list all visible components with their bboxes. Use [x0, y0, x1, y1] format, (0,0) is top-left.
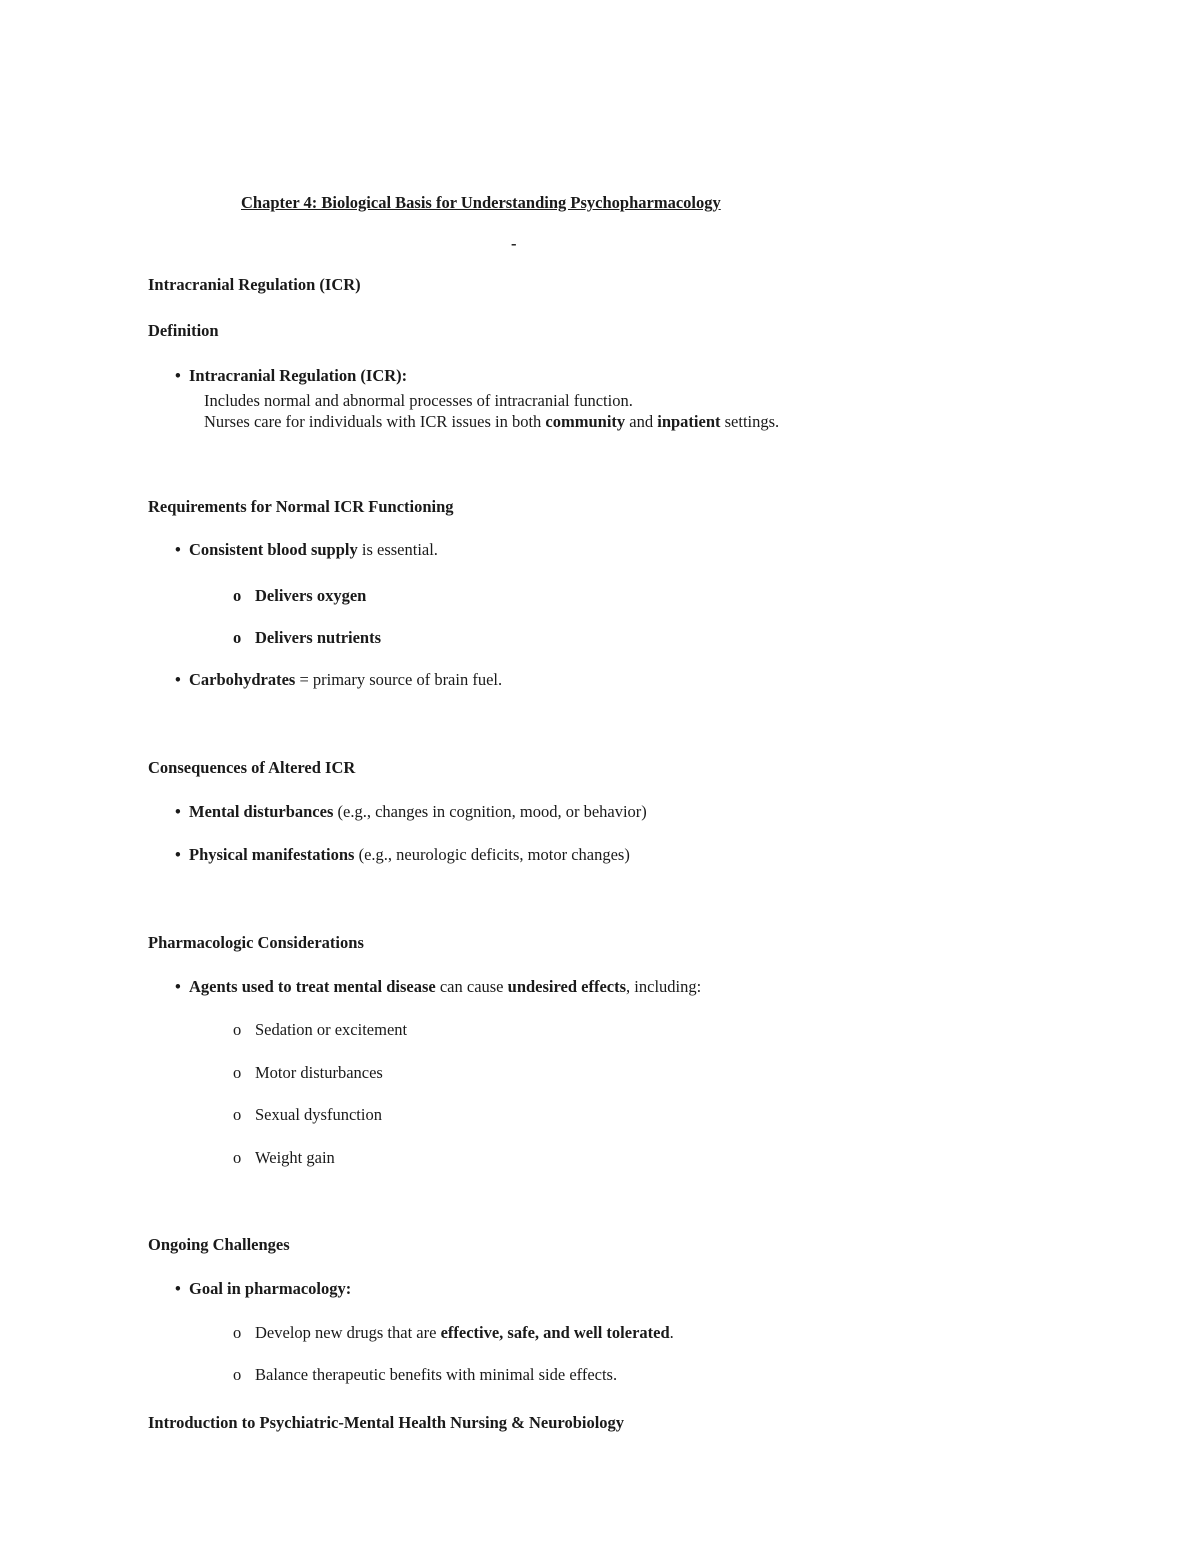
text-run: settings.: [720, 412, 780, 431]
text-run-bold: Physical manifestations: [189, 845, 355, 864]
bullet-glyph: •: [175, 366, 181, 385]
text-run: Weight gain: [255, 1148, 335, 1167]
bullet-glyph: •: [175, 1279, 181, 1298]
text-run-bold: Goal in pharmacology:: [189, 1279, 352, 1298]
text-run: is essential.: [357, 540, 438, 559]
sub-bullet-glyph: o: [233, 1323, 242, 1342]
definition-line-2: [204, 412, 779, 432]
sub-bullet-glyph: o: [233, 1105, 242, 1124]
section-heading-challenges: Ongoing Challenges: [148, 1235, 290, 1254]
sub-bullet-glyph: o: [233, 1148, 242, 1167]
list-item: [175, 366, 407, 386]
bullet-label: Intracranial Regulation (ICR):: [189, 366, 408, 385]
bullet-glyph: •: [175, 540, 181, 559]
sub-bullet-glyph: o: [233, 1365, 242, 1384]
list-item: [175, 540, 438, 560]
text-run: = primary source of brain fuel.: [295, 670, 503, 689]
text-run: Sedation or excitement: [255, 1020, 408, 1039]
text-run-bold: effective, safe, and well tolerated: [440, 1323, 670, 1342]
text-run: Nurses care for individuals with ICR issues in both: [204, 412, 546, 431]
text-run: Sexual dysfunction: [255, 1105, 382, 1124]
section-heading-icr: Intracranial Regulation (ICR): [148, 275, 361, 294]
bullet-glyph: •: [175, 977, 181, 996]
bullet-glyph: •: [175, 802, 181, 821]
text-run: (e.g., neurologic deficits, motor changes): [354, 845, 630, 864]
text-run: (e.g., changes in cognition, mood, or behavior): [333, 802, 647, 821]
text-run-bold: Delivers nutrients: [255, 628, 382, 647]
sub-list-item: [233, 586, 366, 606]
sub-bullet-glyph: o: [233, 1020, 242, 1039]
list-item: [175, 1279, 351, 1299]
list-item: [175, 802, 647, 822]
text-run-bold: undesired effects: [507, 977, 627, 996]
list-item: [175, 670, 502, 690]
subheading-definition: Definition: [148, 321, 219, 340]
sub-bullet-glyph: o: [233, 628, 242, 647]
page-title: Chapter 4: Biological Basis for Understanding Psychopharmacology: [241, 193, 721, 212]
bullet-glyph: •: [175, 845, 181, 864]
bullet-glyph: •: [175, 670, 181, 689]
text-run: .: [669, 1323, 674, 1342]
text-run: Develop new drugs that are: [255, 1323, 441, 1342]
definition-line-1: Includes normal and abnormal processes of intracranial function.: [204, 391, 633, 410]
text-run: , including:: [626, 977, 702, 996]
text-run-bold: community: [545, 412, 626, 431]
text-run-bold: Mental disturbances: [189, 802, 334, 821]
section-heading-consequences: Consequences of Altered ICR: [148, 758, 356, 777]
text-run: and: [625, 412, 658, 431]
sub-list-item: [233, 1323, 674, 1343]
sub-list-item: [233, 1148, 335, 1168]
list-item: [175, 977, 701, 997]
list-item: [175, 845, 630, 865]
sub-bullet-glyph: o: [233, 1063, 242, 1082]
text-run-bold: Delivers oxygen: [255, 586, 367, 605]
sub-list-item: [233, 1105, 382, 1125]
text-run-bold: Agents used to treat mental disease: [189, 977, 436, 996]
sub-list-item: [233, 1020, 407, 1040]
text-run-bold: inpatient: [657, 412, 721, 431]
text-run-bold: Consistent blood supply: [189, 540, 358, 559]
sub-bullet-glyph: o: [233, 586, 242, 605]
sub-list-item: [233, 628, 381, 648]
sub-list-item: [233, 1365, 617, 1385]
text-run: Balance therapeutic benefits with minimal side effects.: [255, 1365, 618, 1384]
title-dash: -: [511, 234, 517, 253]
sub-list-item: [233, 1063, 383, 1083]
text-run: can cause: [435, 977, 508, 996]
text-run: Motor disturbances: [255, 1063, 383, 1082]
text-run-bold: Carbohydrates: [189, 670, 296, 689]
section-heading-intro: Introduction to Psychiatric-Mental Health Nursing & Neurobiology: [148, 1413, 625, 1432]
section-heading-pharmacologic: Pharmacologic Considerations: [148, 933, 364, 952]
section-heading-requirements: Requirements for Normal ICR Functioning: [148, 497, 454, 516]
